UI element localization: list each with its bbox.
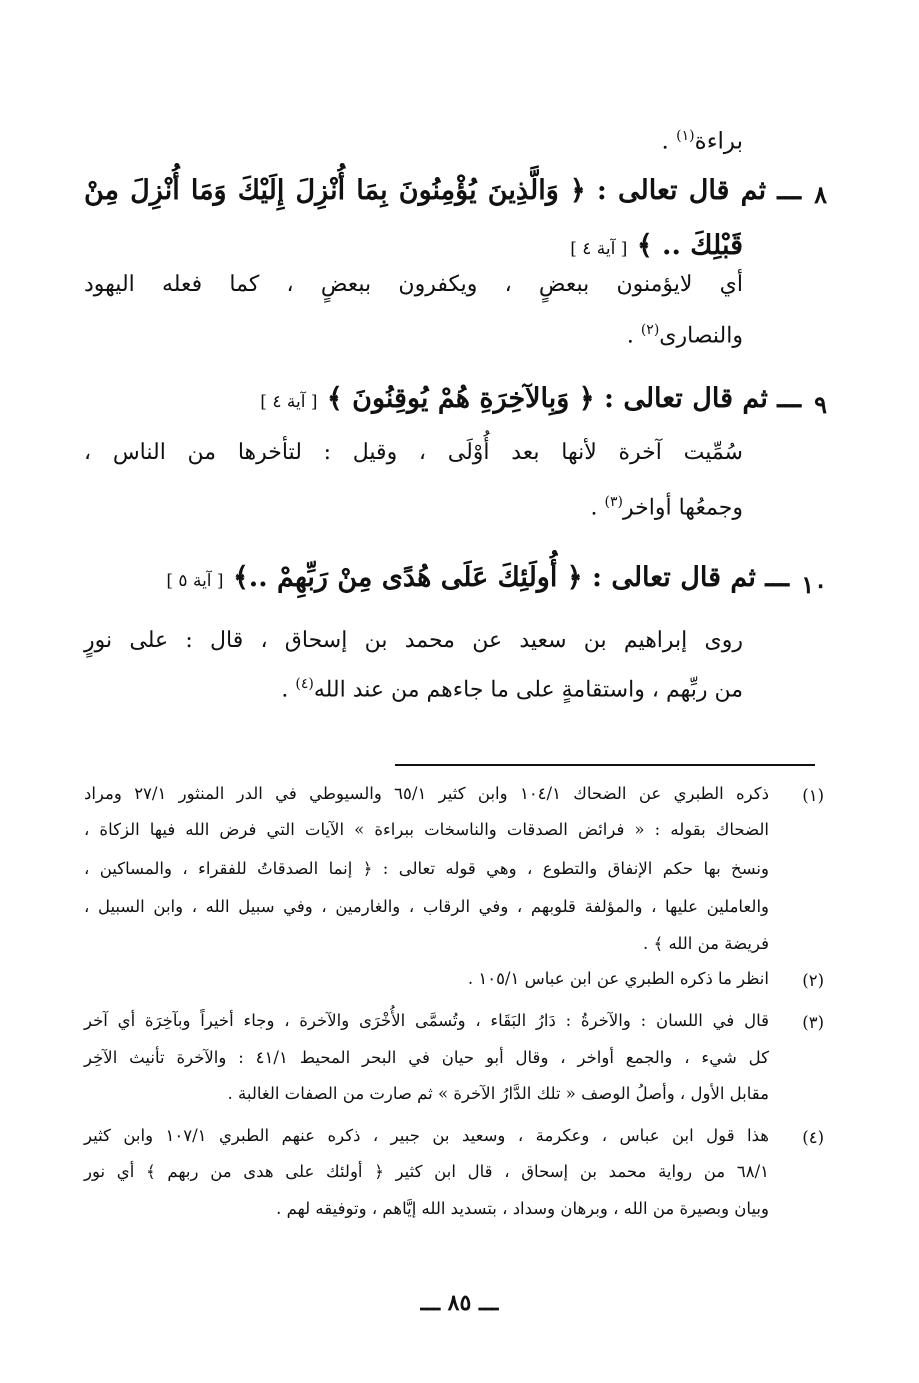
footnote-4-number: (٤) xyxy=(802,1128,824,1147)
item-9-comment-line-1: سُمِّيت آخرة لأنها بعد أُوْلَى ، وقيل : لتأخرها من الناس ، xyxy=(84,440,743,465)
footnote-1-line: الضحاك بقوله : « فرائض الصدقات والناسخات ببراءة » الآيات التي فرض الله فيها الزكاة ، xyxy=(84,820,769,839)
footnote-3-line: مقابل الأول ، وأصلُ الوصف « تلك الدَّارُ الآخرة » ثم صارت من الصفات الغالبة . xyxy=(227,1084,769,1103)
page-number: ـــ ٨٥ ـــ xyxy=(420,1290,499,1316)
item-9-number: ٩ xyxy=(814,390,827,419)
item-8-verse-line-1: ـــ ثم قال تعالى : ﴿ وَالَّذِينَ يُؤْمِنُونَ بِمَا أُنْزِلَ إِلَيْكَ وَمَا أُنْزِلَ مِنْ xyxy=(84,175,801,206)
footnote-1-line: ذكره الطبري عن الضحاك ١٠٤/١ وابن كثير ٦٥/١ والسيوطي في الدر المنثور ٢٧/١ ومراد xyxy=(84,784,769,803)
footnote-3-line: كل شيء ، والجمع أواخر ، وقال أبو حيان في البحر المحيط ٤١/١ : والآخرة تأنيث الآخِر xyxy=(84,1048,770,1067)
item-8-number: ٨ xyxy=(814,180,827,209)
footnote-4-line: وبيان وبصيرة من الله ، وبرهان وسداد ، بتسديد الله إيَّاهم ، وتوفيقه لهم . xyxy=(276,1199,769,1218)
footnote-2-number: (٢) xyxy=(802,971,824,990)
item-10-verse: ـــ ثم قال تعالى : ﴿ أُولَئِكَ عَلَى هُدًى مِنْ رَبِّهِمْ ..﴾ [ آية ٥ ] xyxy=(166,562,789,593)
item-8-verse-line-2: قَبْلِكَ .. ﴾ [ آية ٤ ] xyxy=(570,230,743,261)
footnote-ref-4: (٤) xyxy=(295,676,314,692)
footnote-ref-2: (٢) xyxy=(640,322,660,338)
item-10-ayah-ref: [ آية ٥ ] xyxy=(166,571,224,591)
item-10-comment-line-1: روى إبراهيم بن سعيد عن محمد بن إسحاق ، قال : على نورٍ xyxy=(84,628,743,653)
footnote-ref-3: (٣) xyxy=(604,494,624,510)
item-9-comment-line-2: وجمعُها أواخر$^{(٣)}$ . xyxy=(590,494,743,521)
footnote-separator xyxy=(395,764,815,766)
footnote-ref-1: (١) xyxy=(676,128,695,144)
footnote-4-line: هذا قول ابن عباس ، وعكرمة ، وسعيد بن جبير ، ذكره عنهم الطبري ١٠٧/١ وابن كثير xyxy=(84,1126,769,1145)
footnote-1-number: (١) xyxy=(802,786,824,805)
item-9-verse: ـــ ثم قال تعالى : ﴿ وَبِالآخِرَةِ هُمْ يُوقِنُونَ ﴾ [ آية ٤ ] xyxy=(260,383,801,414)
footnote-1-line: والعاملين عليها ، والمؤلفة قلوبهم ، وفي الرقاب ، والغارمين ، وفي سبيل الله ، وابن السبيل ، xyxy=(84,897,769,916)
footnote-3-line: قال في اللسان : والآخرةُ : دَارُ البَقَاء ، وتُسمَّى الأُخْرَى والآخرة ، وجاء أخيراً وبآخِرَة أي آخر xyxy=(84,1011,769,1030)
continuation-line: براءة$^{(١)}$ . xyxy=(661,128,743,155)
footnote-1-line: ونسخ بها حكم الإنفاق والتطوع ، وهي قوله تعالى : ﴿ إنما الصدقاتُ للفقراء ، والمساكين ، xyxy=(84,859,769,878)
item-9-ayah-ref: [ آية ٤ ] xyxy=(260,392,318,412)
footnote-3-number: (٣) xyxy=(802,1013,824,1032)
footnote-2-line: انظر ما ذكره الطبري عن ابن عباس ١٠٥/١ . xyxy=(467,969,769,988)
footnote-4-line: ٦٨/١ من رواية محمد بن إسحاق ، قال ابن كثير ﴿ أولئك على هدى من ربهم ﴾ أي نور xyxy=(84,1162,769,1181)
item-8-comment-line-2: والنصارى$^{(٢)}$ . xyxy=(626,322,743,349)
item-10-number: ١٠ xyxy=(801,570,827,599)
item-8-ayah-ref: [ آية ٤ ] xyxy=(570,239,628,259)
footnote-1-line: فريضة من الله ﴾ . xyxy=(643,934,769,953)
item-10-comment-line-2: من ربِّهم ، واستقامةٍ على ما جاءهم من عند الله$^{(٤)}$ . xyxy=(281,676,743,703)
item-8-comment-line-1: أي لايؤمنون ببعضٍ ، ويكفرون ببعضٍ ، كما فعله اليهود xyxy=(84,272,743,297)
